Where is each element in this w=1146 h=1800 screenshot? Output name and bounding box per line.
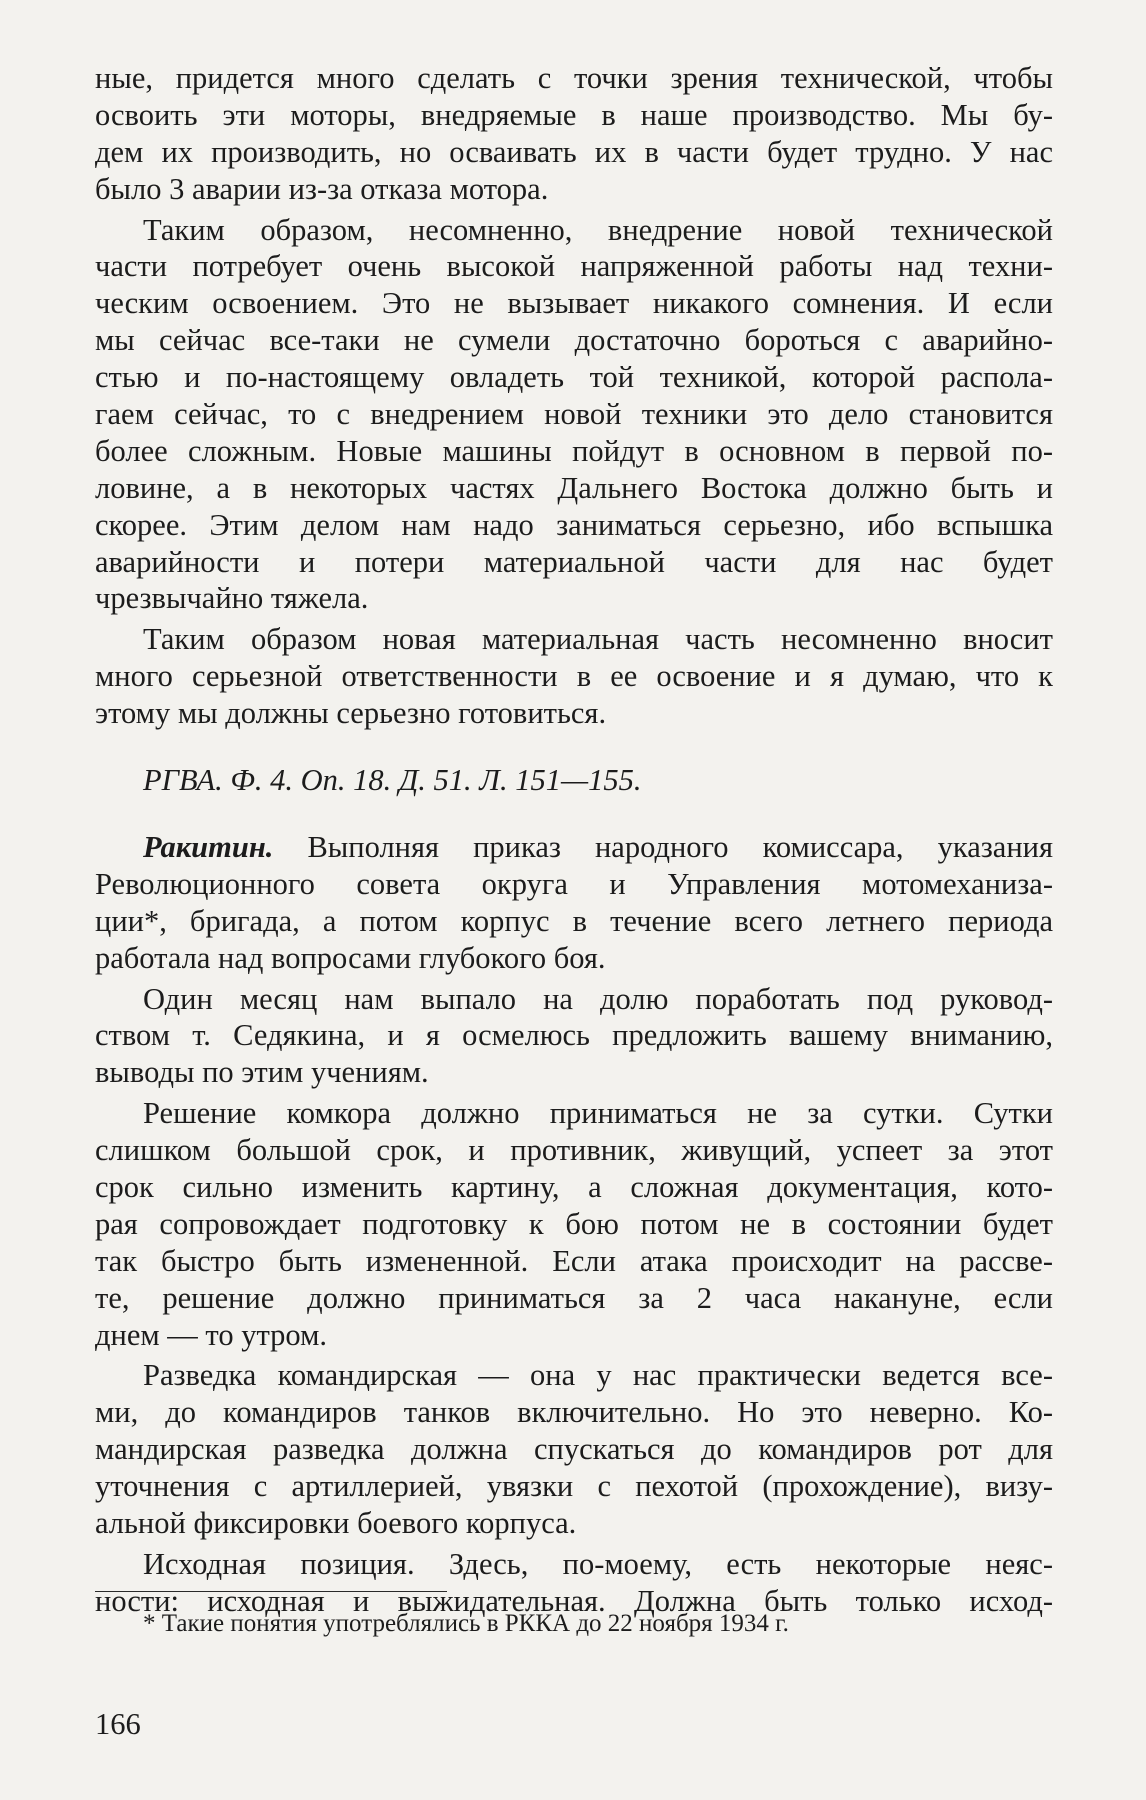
text-line: срок сильно изменить картину, а сложная документация, кото- [95, 1169, 1053, 1204]
speaker-name: Ракитин. [143, 829, 274, 864]
text-line: много серьезной ответственности в ее освоение и я думаю, что к [95, 659, 1053, 694]
text-line: чрезвычайно тяжела. [95, 581, 369, 616]
paragraph-6 [95, 1095, 1053, 1353]
text-line: ности: исходная и выжидательная. Должна быть только исход- [95, 1583, 1053, 1618]
text-line: Один месяц нам выпало на долю поработать под руковод- [143, 981, 1053, 1016]
paragraph-7 [95, 1357, 1053, 1541]
text-line: альной фиксировки боевого корпуса. [95, 1505, 577, 1540]
text-line: части потребует очень высокой напряженной работы над техни- [95, 249, 1053, 284]
text-line: Решение комкора должно приниматься не за сутки. Сутки [143, 1096, 1053, 1131]
text-line: слишком большой срок, и противник, живущий, успеет за этот [95, 1133, 1053, 1168]
text-line: ции*, бригада, а потом корпус в течение всего летнего периода [95, 903, 1053, 938]
paragraph-2 [95, 212, 1053, 618]
speaker-text: Выполняя приказ народного комиссара, указания [307, 829, 1053, 864]
text-line: Таким образом новая материальная часть несомненно вносит [143, 622, 1053, 657]
text-line: аварийности и потери материальной части для нас будет [95, 544, 1053, 579]
text-line: рая сопровождает подготовку к бою потом не в состоянии будет [95, 1206, 1053, 1241]
text-line: этому мы должны серьезно готовиться. [95, 696, 607, 731]
text-line: выводы по этим учениям. [95, 1055, 429, 1090]
text-line: работала над вопросами глубокого боя. [95, 940, 606, 975]
text-line: Исходная позиция. Здесь, по-моему, есть некоторые неяс- [143, 1546, 1053, 1581]
text-line: Разведка командирская — она у нас практически ведется все- [143, 1358, 1053, 1393]
text-line [95, 829, 1053, 866]
text-line: ческим освоением. Это не вызывает никакого сомнения. И если [95, 286, 1053, 321]
text-line: было 3 аварии из-за отказа мотора. [95, 171, 549, 206]
text-line: уточнения с артиллерией, увязки с пехотой (прохождение), визу- [95, 1469, 1053, 1504]
paragraph-5 [95, 981, 1053, 1092]
text-line: ные, придется много сделать с точки зрения технической, чтобы [95, 61, 1053, 95]
text-line: Революционного совета округа и Управления мотомеханиза- [95, 866, 1053, 901]
text-line: скорее. Этим делом нам надо заниматься серьезно, ибо вспышка [95, 507, 1053, 542]
text-line: ловине, а в некоторых частях Дальнего Востока должно быть и [95, 470, 1053, 505]
text-line: освоить эти моторы, внедряемые в наше производство. Мы бу- [95, 97, 1053, 132]
text-line: так быстро быть измененной. Если атака происходит на рассве- [95, 1243, 1053, 1278]
text-line: более сложным. Новые машины пойдут в основном в первой по- [95, 433, 1053, 468]
text-line: ми, до командиров танков включительно. Но это неверно. Ко- [95, 1395, 1053, 1430]
page-number: 166 [95, 1707, 141, 1741]
text-line: те, решение должно приниматься за 2 часа накануне, если [95, 1280, 1053, 1315]
text-line: ством т. Седякина, и я осмелюсь предложить вашему вниманию, [95, 1018, 1053, 1053]
footnote: * Такие понятия употреблялись в РККА до 22 ноября 1934 г. [143, 1610, 789, 1637]
footnote-divider [95, 1591, 447, 1592]
text-line: стью и по-настоящему овладеть той техникой, которой распола- [95, 360, 1053, 395]
text-line: днем — то утром. [95, 1317, 328, 1352]
text-line: мы сейчас все-таки не сумели достаточно бороться с аварийно- [95, 323, 1053, 358]
text-line: гаем сейчас, то с внедрением новой техники это дело становится [95, 397, 1053, 432]
text-line: Таким образом, несомненно, внедрение новой технической [143, 212, 1053, 247]
page-body [95, 60, 1053, 1620]
text-line: дем их производить, но осваивать их в части будет трудно. У нас [95, 134, 1053, 169]
paragraph-3 [95, 621, 1053, 732]
paragraph-4 [95, 829, 1053, 977]
paragraph-1 [95, 60, 1053, 208]
text-line: мандирская разведка должна спускаться до командиров рот для [95, 1432, 1053, 1467]
archive-source-reference: РГВА. Ф. 4. Оп. 18. Д. 51. Л. 151—155. [143, 763, 642, 798]
